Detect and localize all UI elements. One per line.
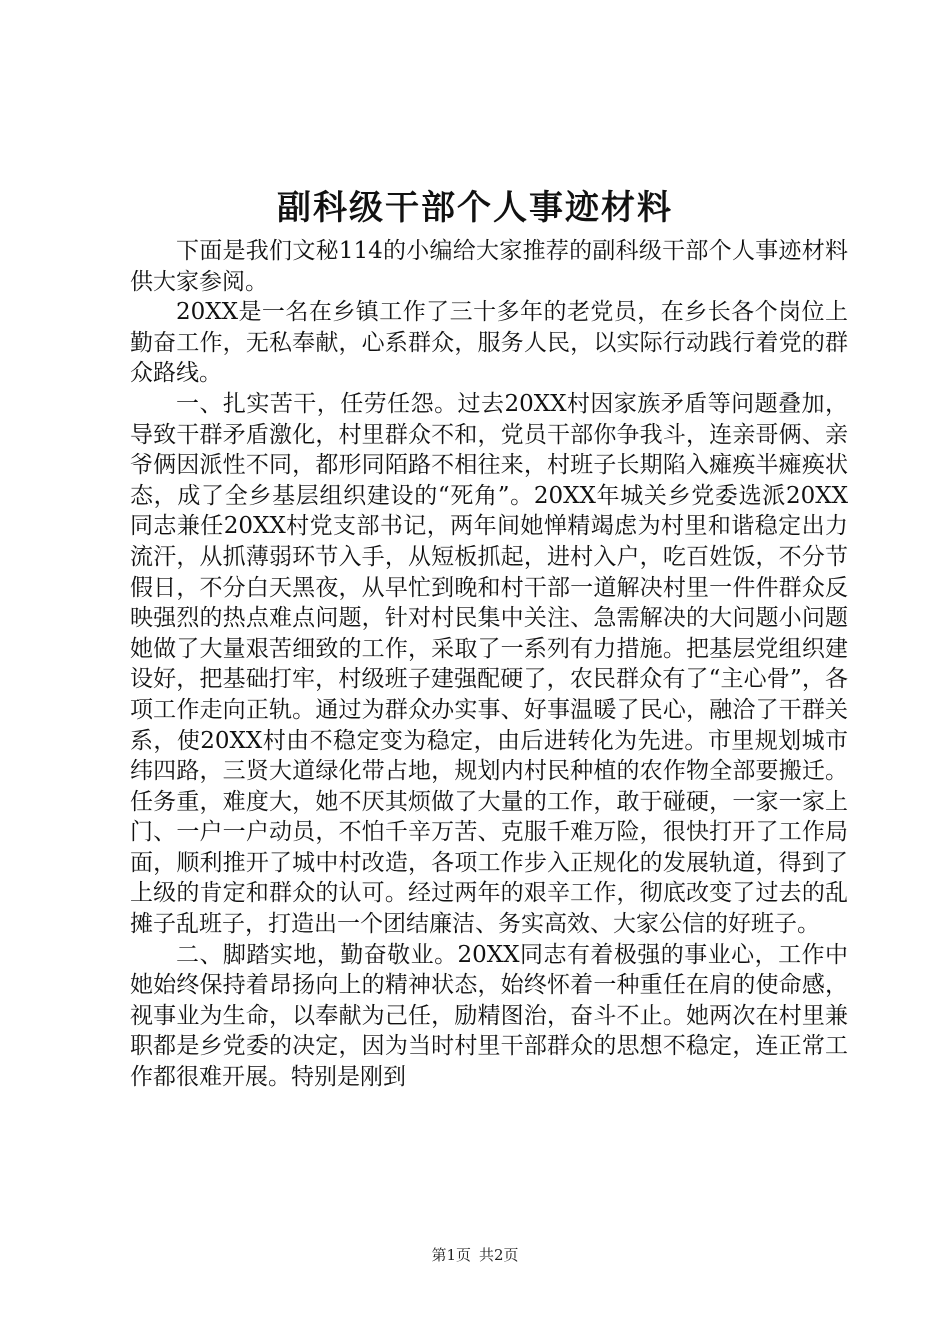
document-body (130, 236, 848, 1093)
page-footer (0, 1245, 950, 1265)
paragraph-section-one: 一、扎实苦干，任劳任怨。过去20XX村因家族矛盾等问题叠加，导致干群矛盾激化，村里群众不和，党员干部你争我斗，连亲哥俩、亲爷俩因派性不同，都形同陌路不相往来，村班子长期陷入瘫痪半瘫痪状态，成了全乡基层组织建设的“死角”。20XX年城关乡党委选派20XX同志兼任20XX村党支部书记，两年间她惮精竭虑为村里和谐稳定出力流汗，从抓薄弱环节入手，从短板抓起，进村入户，吃百姓饭，不分节假日，不分白天黑夜，从早忙到晚和村干部一道解决村里一件件群众反映强烈的热点难点问题，针对村民集中关注、急需解决的大问题小问题她做了大量艰苦细致的工作，采取了一系列有力措施。把基层党组织建设好，把基础打牢，村级班子建强配硬了，农民群众有了“主心骨”，各项工作走向正轨。通过为群众办实事、好事温暖了民心，融洽了干群关系，使20XX村由不稳定变为稳定，由后进转化为先进。市里规划城市纬四路，三贤大道绿化带占地，规划内村民种植的农作物全部要搬迁。任务重，难度大，她不厌其烦做了大量的工作，敢于碰硬，一家一家上门、一户一户动员，不怕千辛万苦、克服千难万险，很快打开了工作局面，顺利推开了城中村改造，各项工作步入正规化的发展轨道，得到了上级的肯定和群众的认可。经过两年的艰辛工作，彻底改变了过去的乱摊子乱班子，打造出一个团结廉洁、务实高效、大家公信的好班子。 (130, 390, 848, 938)
document-title: 副科级干部个人事迹材料 (277, 188, 673, 228)
paragraph-summary: 20XX是一名在乡镇工作了三十多年的老党员，在乡长各个岗位上勤奋工作，无私奉献，心系群众，服务人民，以实际行动践行着党的群众路线。 (130, 299, 848, 387)
page-number: 第1页 (431, 1246, 471, 1264)
paragraph-intro: 下面是我们文秘114的小编给大家推荐的副科级干部个人事迹材料供大家参阅。 (130, 238, 848, 295)
paragraph-section-two: 二、脚踏实地，勤奋敬业。20XX同志有着极强的事业心，工作中她始终保持着昂扬向上的精神状态，始终怀着一种重任在肩的使命感，视事业为生命，以奉献为己任，励精图治，奋斗不止。她两次在村里兼职都是乡党委的决定，因为当时村里干部群众的思想不稳定，连正常工作都很难开展。特别是刚到 (130, 941, 848, 1091)
page-total: 共2页 (479, 1246, 519, 1264)
